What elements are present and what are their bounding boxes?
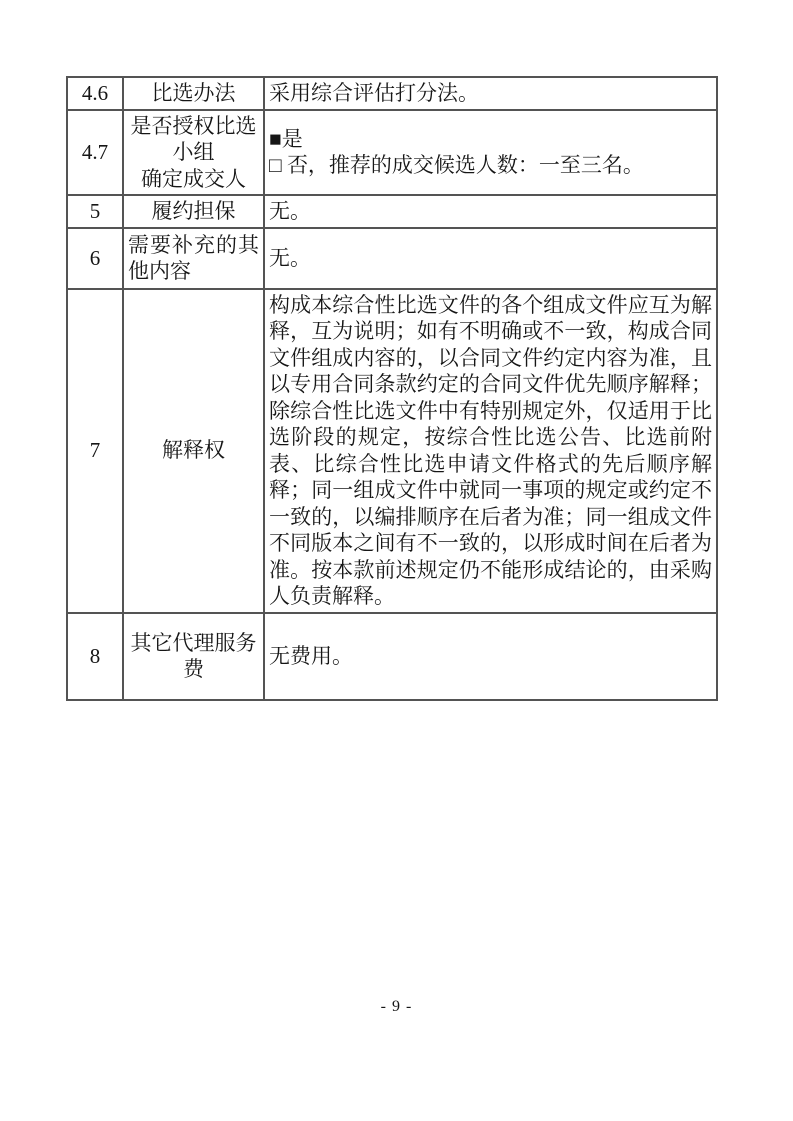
page-footer — [0, 998, 793, 1016]
content-text-line: 采用综合评估打分法。 — [269, 81, 479, 105]
row-number: 7 — [67, 289, 123, 613]
checkbox-checked-icon: ■ — [269, 126, 282, 151]
page-number: - 9 - — [380, 998, 413, 1015]
label-text-line: 履约担保 — [151, 199, 236, 223]
table-row-8 — [67, 613, 717, 700]
content-text-line: 无费用。 — [269, 643, 353, 668]
label-text-line: 比选办法 — [151, 81, 236, 105]
checkbox-unchecked-icon: □ — [269, 153, 282, 178]
row-number: 4.7 — [67, 110, 123, 196]
table-body — [67, 77, 717, 700]
table-row-4.7 — [67, 110, 717, 196]
row-label — [123, 613, 264, 700]
row-number: 5 — [67, 195, 123, 228]
label-text-line: 是否授权比选 — [130, 113, 257, 138]
row-content — [264, 77, 717, 110]
row-number: 6 — [67, 228, 123, 289]
row-number: 4.6 — [67, 77, 123, 110]
row-content — [264, 228, 717, 289]
label-text-line: 需要补充的其他内容 — [128, 232, 259, 283]
table-row-7 — [67, 289, 717, 613]
label-text-line: 解释权 — [162, 438, 225, 463]
row-label — [123, 77, 264, 110]
row-number: 8 — [67, 613, 123, 700]
content-text-line: 无。 — [269, 245, 311, 270]
row-content — [264, 289, 717, 613]
content-text-line: ■是 — [269, 126, 303, 151]
row-label — [123, 228, 264, 289]
row-label — [123, 110, 264, 196]
table-row-6 — [67, 228, 717, 289]
table-row-4.6 — [67, 77, 717, 110]
label-text-line: 其它代理服务费 — [130, 630, 257, 681]
content-text-line: □ 否，推荐的成交候选人数：一至三名。 — [269, 153, 644, 178]
table-row-5 — [67, 195, 717, 228]
row-label — [123, 195, 264, 228]
bid-conditions-table — [66, 76, 718, 701]
row-content — [264, 195, 717, 228]
label-text-line: 确定成交人 — [141, 166, 246, 191]
content-text-line: 无。 — [269, 199, 311, 223]
row-content — [264, 613, 717, 700]
row-content — [264, 110, 717, 196]
label-text-line: 小组 — [172, 140, 215, 164]
row-label — [123, 289, 264, 613]
content-text-line: 构成本综合性比选文件的各个组成文件应互为解释，互为说明；如有不明确或不一致，构成合同文件组成内容的，以合同文件约定内容为准，且以专用合同条款约定的合同文件优先顺序解释；除综合性比选文件中有特别规定外，仅适用于比选阶段的规定，按综合性比选公告、比选前附表、比综合性比选申请文件格式的先后顺序解释；同一组成文件中就同一事项的规定或约定不一致的，以编排顺序在后者为准；同一组成文件不同版本之间有不一致的，以形成时间在后者为准。按本款前述规定仍不能形成结论的，由采购人负责解释。 — [269, 292, 712, 608]
